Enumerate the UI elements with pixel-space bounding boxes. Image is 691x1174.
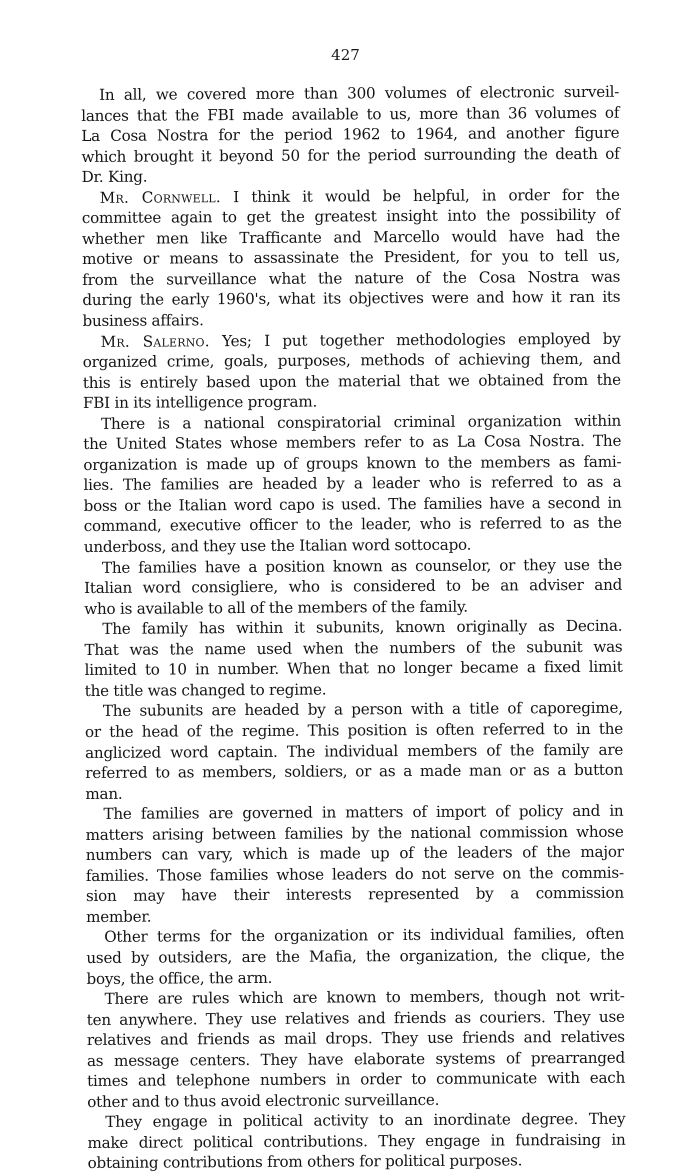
line-text: committee again to get the greatest insight into the possibility of	[81, 205, 620, 228]
line-text: The families have a position known as counselor, or they use the	[101, 555, 622, 577]
line-text: Dr. King.	[81, 167, 148, 187]
text-line	[87, 1068, 625, 1092]
line-text: There are rules which are known to members, though not writ-	[104, 986, 625, 1008]
line-text: lies. The families are headed by a leader who is referred to as a	[83, 473, 622, 495]
line-text: as message centers. They have elaborate systems of prearranged	[86, 1048, 626, 1070]
paragraph	[81, 82, 620, 188]
text-line	[84, 513, 622, 537]
line-text: Italian word consigliere, who is considered to be an adviser and	[84, 575, 623, 598]
line-text: the United States whose members refer to as La Cosa Nostra. The	[83, 432, 622, 454]
paragraph	[85, 801, 624, 928]
line-text: times and telephone numbers in order to communicate with each	[87, 1068, 626, 1091]
line-text: or the head of the regime. This position is often referred to in the	[84, 719, 623, 741]
line-text: the title was changed to regime.	[84, 680, 327, 700]
text-line	[84, 575, 622, 599]
paragraph	[87, 986, 626, 1113]
paragraph	[83, 410, 622, 557]
line-text: The subunits are headed by a person with a title of caporegime,	[102, 699, 623, 721]
line-text: numbers can vary, which is made up of the leaders of the major	[85, 842, 624, 865]
line-text: The family has within it subunits, known originally as Decina.	[102, 616, 623, 639]
line-text: this is entirely based upon the material that we obtained from the	[82, 370, 621, 392]
line-text: business affairs.	[82, 311, 204, 331]
text-line	[85, 657, 623, 681]
line-text: man.	[85, 784, 123, 803]
line-text: That was the name used when the numbers of the subunit was	[84, 637, 623, 659]
paragraph	[85, 698, 624, 804]
text-line	[83, 349, 621, 373]
line-text: member.	[86, 907, 152, 926]
line-text: from the surveillance what the nature of the Cosa Nostra was	[82, 267, 621, 289]
line-text: obtaining contributions from others for political purposes.	[87, 1151, 523, 1173]
text-line	[85, 719, 623, 743]
line-text: during the early 1960's, what its objectives were and how it ran its	[82, 288, 621, 310]
line-text: command, executive officer to the leader, who is referred to as the	[83, 514, 622, 536]
testimony-paragraph	[82, 184, 621, 331]
line-text: other and to thus avoid electronic surveillance.	[87, 1090, 440, 1111]
line-text: lances that the FBI made available to us, more than 36 volumes of	[81, 103, 620, 125]
line-text: relatives and friends as mail drops. They use friends and relatives	[86, 1027, 625, 1050]
line-text: In all, we covered more than 300 volumes of electronic surveil-	[99, 82, 620, 104]
text-line	[85, 760, 623, 784]
line-text: sion may have their interests represented by a commission	[85, 884, 625, 906]
line-text: make direct political contributions. They engage in fundraising in	[87, 1130, 626, 1152]
paragraph	[84, 616, 622, 701]
paragraph	[86, 924, 624, 989]
line-text: families. Those families whose leaders do not serve on the commis-	[85, 863, 624, 885]
line-text: whether men like Trafficante and Marcello would have had the	[81, 226, 620, 248]
text-line	[83, 369, 621, 393]
speaker-name: Mr. Cornwell.	[99, 187, 221, 207]
line-text: underboss, and they use the Italian word sottocapo.	[83, 535, 472, 557]
paragraph	[84, 554, 622, 619]
text-line	[86, 883, 624, 907]
line-text: Other terms for the organization or its individual families, often	[104, 925, 625, 947]
line-text: who is available to all of the members of the family.	[84, 597, 468, 618]
page-number: 427	[331, 46, 360, 64]
line-text: Yes; I put together methodologies employed by	[209, 329, 621, 350]
line-text: ten anywhere. They use relatives and friends as couriers. They use	[86, 1007, 625, 1029]
text-line	[87, 1130, 625, 1154]
document-body	[81, 82, 626, 1174]
text-line	[87, 986, 625, 1010]
line-text: boys, the office, the arm.	[86, 968, 273, 988]
line-text: La Cosa Nostra for the period 1962 to 1964, and another figure	[81, 123, 620, 146]
text-line	[81, 143, 619, 167]
line-text: The families are governed in matters of import of policy and in	[103, 801, 624, 824]
line-text: organization is made up of groups known to the members as fami-	[83, 452, 622, 474]
line-text: They engage in political activity to an inordinate degree. They	[105, 1110, 626, 1132]
paragraph	[87, 1109, 625, 1174]
line-text: matters arising between families by the national commission whose	[85, 822, 624, 844]
text-line	[81, 82, 619, 106]
line-text: I think it would be helpful, in order for the	[220, 185, 620, 206]
text-line	[87, 1027, 625, 1051]
line-text: used by outsiders, are the Mafia, the organization, the clique, the	[86, 945, 625, 967]
line-text: which brought it beyond 50 for the period surrounding the death of	[81, 144, 620, 166]
line-text: motive or means to assassinate the President, for you to tell us,	[82, 247, 621, 269]
text-line	[84, 616, 622, 640]
speaker-name: Mr. Salerno.	[100, 331, 210, 351]
testimony-paragraph	[83, 328, 621, 413]
line-text: FBI in its intelligence program.	[82, 392, 318, 413]
text-line	[88, 1150, 626, 1174]
line-text: boss or the Italian word capo is used. The families have a second in	[83, 493, 622, 515]
line-text: referred to as members, soldiers, or as a made man or as a button	[85, 760, 624, 783]
text-line	[81, 123, 619, 147]
text-line	[86, 945, 624, 969]
line-text: anglicized word captain. The individual members of the family are	[85, 740, 624, 762]
line-text: organized crime, goals, purposes, methods of achieving them, and	[82, 349, 621, 372]
text-line	[85, 801, 623, 825]
line-text: There is a national conspiratorial criminal organization within	[101, 411, 622, 433]
text-line	[82, 287, 620, 311]
line-text: limited to 10 in number. When that no longer became a fixed limit	[84, 658, 623, 680]
